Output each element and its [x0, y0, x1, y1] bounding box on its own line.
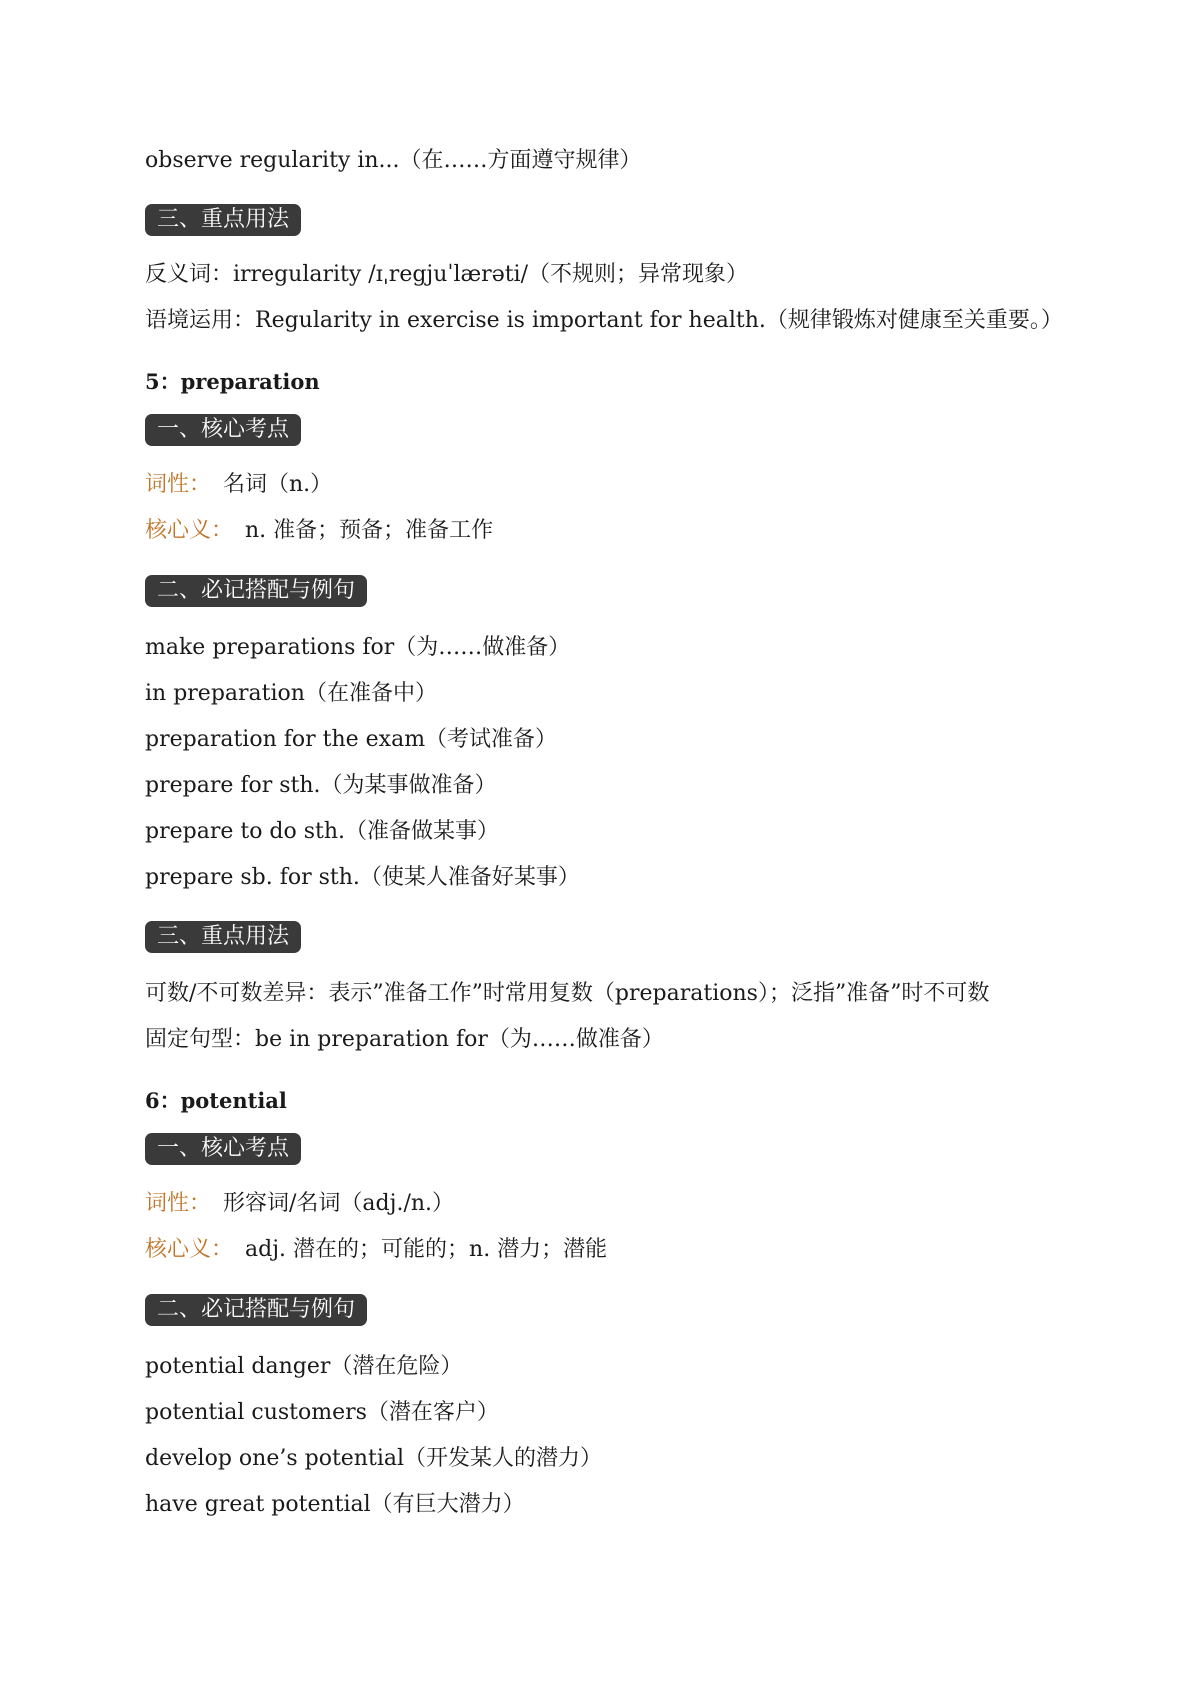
collocation-line: potential danger（潜在危险）: [145, 1354, 463, 1379]
pos-value: 名词（n.）: [223, 472, 333, 497]
meaning-label: 核心义：: [145, 518, 234, 543]
section-heading-collocations: 二、必记搭配与例句: [145, 1294, 367, 1326]
section-heading-key-usage: 三、重点用法: [145, 921, 301, 953]
collocation-line: preparation for the exam（考试准备）: [145, 727, 558, 752]
pos-line: [145, 1189, 454, 1219]
usage-line-pattern: 固定句型：be in preparation for（为……做准备）: [145, 1027, 664, 1052]
section-heading-core-points: 一、核心考点: [145, 1133, 301, 1165]
collocation-line: prepare sb. for sth.（使某人准备好某事）: [145, 865, 580, 890]
section-heading-key-usage: 三、重点用法: [145, 204, 301, 236]
usage-line-antonym: 反义词：irregularity /ɪˌregjuˈlærəti/（不规则；异常现象）: [145, 262, 749, 287]
collocation-line: make preparations for（为……做准备）: [145, 635, 571, 660]
pos-label: 词性：: [145, 472, 212, 497]
pos-line: [145, 470, 332, 500]
meaning-label: 核心义：: [145, 1237, 234, 1262]
meaning-line: [145, 1235, 607, 1265]
section-heading-core-points: 一、核心考点: [145, 414, 301, 446]
section-heading-collocations: 二、必记搭配与例句: [145, 575, 367, 607]
meaning-line: [145, 516, 493, 546]
pos-value: 形容词/名词（adj./n.）: [223, 1191, 455, 1216]
collocation-line: observe regularity in...（在……方面遵守规律）: [145, 148, 642, 173]
meaning-value: adj. 潜在的；可能的；n. 潜力；潜能: [245, 1237, 608, 1262]
collocation-line: develop one’s potential（开发某人的潜力）: [145, 1446, 603, 1471]
meaning-value: n. 准备；预备；准备工作: [245, 518, 494, 543]
pos-label: 词性：: [145, 1191, 212, 1216]
collocation-line: have great potential（有巨大潜力）: [145, 1492, 525, 1517]
word-title-potential: 6：potential: [145, 1088, 287, 1113]
usage-line-context: 语境运用：Regularity in exercise is important for health.（规律锻炼对健康至关重要。）: [145, 308, 1063, 333]
collocation-line: potential customers（潜在客户）: [145, 1400, 499, 1425]
collocation-line: in preparation（在准备中）: [145, 681, 437, 706]
word-title-preparation: 5：preparation: [145, 369, 320, 394]
collocation-line: prepare to do sth.（准备做某事）: [145, 819, 500, 844]
usage-line-countability: 可数/不可数差异：表示”准备工作”时常用复数（preparations）；泛指”准备”时不可数: [145, 981, 990, 1006]
collocation-line: prepare for sth.（为某事做准备）: [145, 773, 497, 798]
